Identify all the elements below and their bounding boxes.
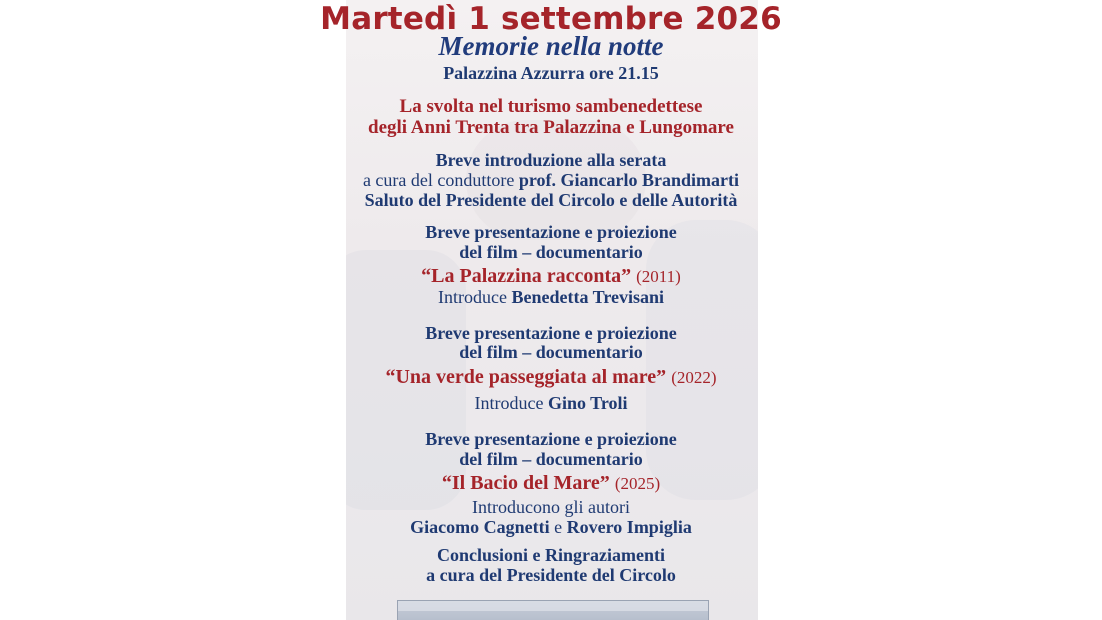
film-3-year: (2025) — [614, 474, 661, 493]
film-3-title: “Il Bacio del Mare” — [441, 472, 610, 494]
film-1-intro-names: Benedetta Trevisani — [511, 287, 664, 307]
film-2-heading-2: del film – documentario — [459, 342, 643, 362]
event-date: Martedì 1 settembre 2026 — [320, 1, 782, 37]
film-1-intro-line — [0, 286, 1102, 308]
film-1-intro-prefix: Introduce — [438, 287, 507, 307]
film-1-heading-2: del film – documentario — [459, 242, 643, 262]
film-1-heading-1: Breve presentazione e proiezione — [425, 222, 677, 242]
film-1-title-line — [0, 264, 1102, 288]
intro-line-1: Breve introduzione alla serata — [435, 150, 667, 170]
film-2-title: “Una verde passeggiata al mare” — [385, 366, 667, 388]
film-3-author-1: Giacomo Cagnetti — [410, 517, 550, 537]
bottom-photo — [397, 600, 709, 620]
intro-curator-name: prof. Giancarlo Brandimarti — [518, 170, 740, 190]
film-2-title-line — [0, 365, 1102, 389]
film-2-intro-line — [0, 392, 1102, 414]
closing-line-1: Conclusioni e Ringraziamenti — [437, 545, 665, 565]
film-1-title: “La Palazzina racconta” — [421, 265, 632, 287]
film-1-year: (2011) — [636, 267, 681, 286]
theme-line-1: La svolta nel turismo sambenedettese — [399, 96, 703, 117]
film-2-intro-names: Gino Troli — [547, 393, 628, 413]
film-2-heading-1: Breve presentazione e proiezione — [425, 323, 677, 343]
film-3-title-line — [0, 471, 1102, 495]
closing-line-2: a cura del Presidente del Circolo — [426, 565, 676, 585]
film-3-author-2: Rovero Impiglia — [566, 517, 692, 537]
film-3-authors-line — [0, 516, 1102, 538]
intro-curated-prefix: a cura del conduttore — [362, 170, 515, 190]
event-title: Memorie nella notte — [438, 31, 664, 61]
film-3-heading-1: Breve presentazione e proiezione — [425, 429, 677, 449]
film-3-intro-line: Introducono gli autori — [472, 497, 630, 517]
film-2-intro-prefix: Introduce — [474, 393, 544, 413]
film-3-author-conj: e — [554, 517, 563, 537]
intro-curator-line — [0, 169, 1102, 191]
intro-line-3: Saluto del Presidente del Circolo e delle Autorità — [364, 190, 738, 210]
film-3-heading-2: del film – documentario — [459, 449, 643, 469]
venue-time: Palazzina Azzurra ore 21.15 — [443, 63, 659, 83]
theme-line-2: degli Anni Trenta tra Palazzina e Lungomare — [368, 117, 734, 138]
film-2-year: (2022) — [671, 368, 717, 387]
